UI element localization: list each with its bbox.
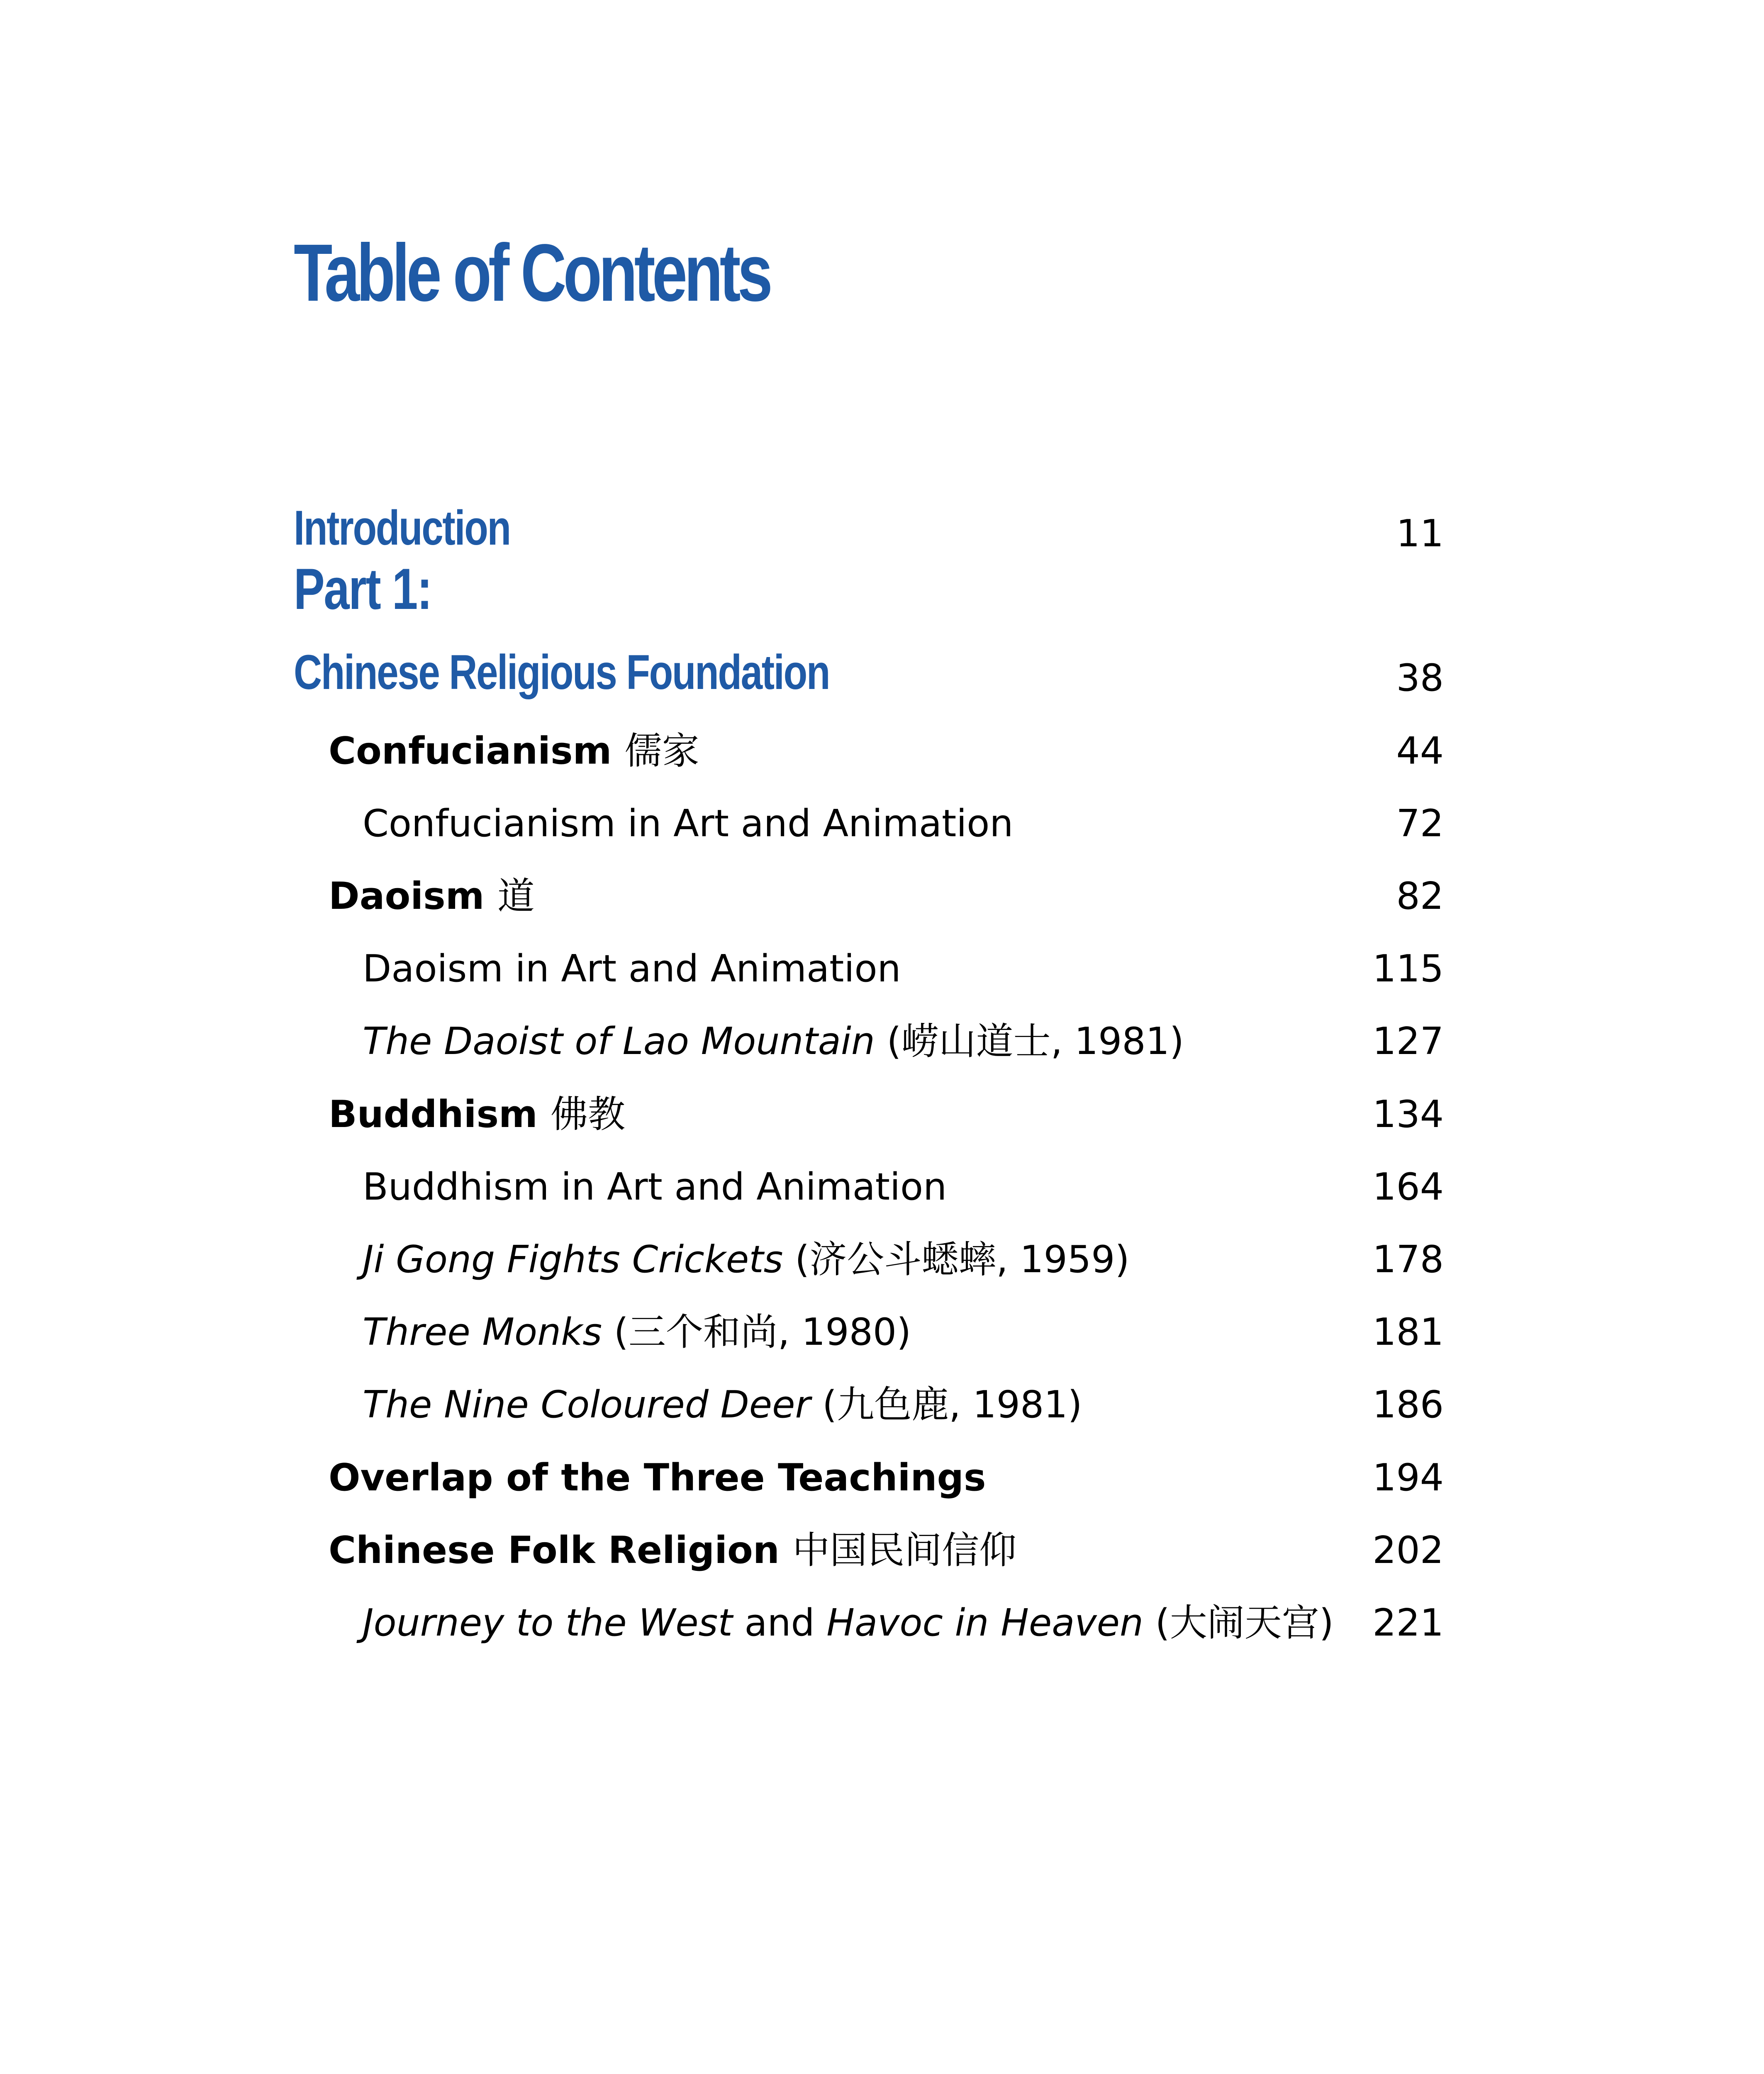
toc-label: Confucianism in Art and Animation	[363, 802, 1014, 845]
toc-label	[363, 1238, 1130, 1281]
toc-label-conjunction: and	[732, 1601, 827, 1645]
toc-row-confucianism-art[interactable]	[294, 780, 1444, 845]
toc-row-confucianism[interactable]	[294, 708, 1444, 773]
toc-label-chinese: 佛教	[551, 1093, 626, 1136]
toc-label: Part 1:	[294, 556, 431, 621]
toc-page-number: 181	[1372, 1310, 1444, 1354]
toc-page-number: 115	[1372, 947, 1444, 991]
toc-film-details: (大闹天宫)	[1143, 1601, 1334, 1645]
toc-film-title: The Nine Coloured Deer	[363, 1383, 811, 1426]
toc-film-details: (济公斗蟋蟀, 1959)	[783, 1238, 1130, 1281]
toc-row-part-1[interactable]	[294, 556, 1444, 621]
toc-page-number: 194	[1372, 1456, 1444, 1500]
toc-row-daoist-lao-mountain[interactable]	[294, 998, 1444, 1063]
toc-page-number: 38	[1396, 656, 1444, 700]
toc-label: Buddhism in Art and Animation	[363, 1165, 947, 1209]
toc-label	[363, 1383, 1082, 1426]
toc-label-text: Daoism	[329, 874, 485, 918]
toc-label: Chinese Religious Foundation	[294, 645, 830, 700]
toc-label-chinese: 儒家	[624, 729, 699, 773]
toc-row-three-monks[interactable]	[294, 1289, 1444, 1354]
toc-film-title-2: Havoc in Heaven	[826, 1601, 1144, 1645]
toc-page-number: 164	[1372, 1165, 1444, 1209]
toc-page-number: 178	[1372, 1238, 1444, 1281]
toc-page-number: 127	[1372, 1020, 1444, 1063]
toc-label-text: Confucianism	[329, 729, 612, 773]
toc-label	[329, 1529, 1017, 1572]
toc-film-title: The Daoist of Lao Mountain	[363, 1020, 875, 1063]
toc-label-text: Buddhism	[329, 1093, 538, 1136]
toc-row-journey-west[interactable]	[294, 1580, 1444, 1645]
toc-film-title: Three Monks	[363, 1310, 602, 1354]
toc-label	[363, 1601, 1334, 1645]
toc-row-nine-coloured-deer[interactable]	[294, 1361, 1444, 1424]
toc-row-introduction[interactable]	[294, 490, 1444, 553]
toc-film-details: (九色鹿, 1981)	[810, 1383, 1082, 1426]
toc-label	[329, 874, 535, 918]
toc-label: Daoism in Art and Animation	[363, 947, 901, 991]
toc-label-text: Chinese Folk Religion	[329, 1529, 780, 1572]
toc-label	[329, 1093, 626, 1136]
toc-row-folk-religion[interactable]	[294, 1507, 1444, 1572]
table-of-contents	[294, 0, 1444, 2074]
toc-label	[363, 1020, 1184, 1063]
toc-row-buddhism-art[interactable]	[294, 1144, 1444, 1209]
toc-page-number: 44	[1396, 729, 1444, 773]
toc-page-number: 134	[1372, 1093, 1444, 1136]
toc-row-buddhism[interactable]	[294, 1071, 1444, 1136]
toc-page-number: 82	[1396, 874, 1444, 918]
toc-label	[329, 729, 699, 773]
toc-film-details: (三个和尚, 1980)	[602, 1310, 911, 1354]
toc-label: Overlap of the Three Teachings	[329, 1456, 986, 1500]
toc-page-number: 202	[1372, 1529, 1444, 1572]
toc-film-details: (崂山道士, 1981)	[875, 1020, 1184, 1063]
toc-film-title: Ji Gong Fights Crickets	[363, 1238, 783, 1281]
toc-row-daoism-art[interactable]	[294, 925, 1444, 991]
toc-page-number: 72	[1396, 802, 1444, 845]
toc-label	[363, 1310, 911, 1354]
toc-page-number: 11	[1396, 512, 1444, 555]
toc-film-title: Journey to the West	[363, 1601, 733, 1645]
toc-label-chinese: 道	[497, 874, 535, 918]
toc-label: Introduction	[294, 501, 510, 555]
toc-row-daoism[interactable]	[294, 853, 1444, 918]
toc-row-ji-gong[interactable]	[294, 1216, 1444, 1281]
toc-row-three-teachings[interactable]	[294, 1434, 1444, 1500]
toc-page-number: 221	[1372, 1601, 1444, 1645]
page-title: Table of Contents	[294, 227, 770, 318]
toc-row-chinese-religious-foundation[interactable]	[294, 635, 1444, 700]
toc-page-number: 186	[1372, 1383, 1444, 1426]
toc-label-chinese: 中国民间信仰	[792, 1529, 1017, 1572]
